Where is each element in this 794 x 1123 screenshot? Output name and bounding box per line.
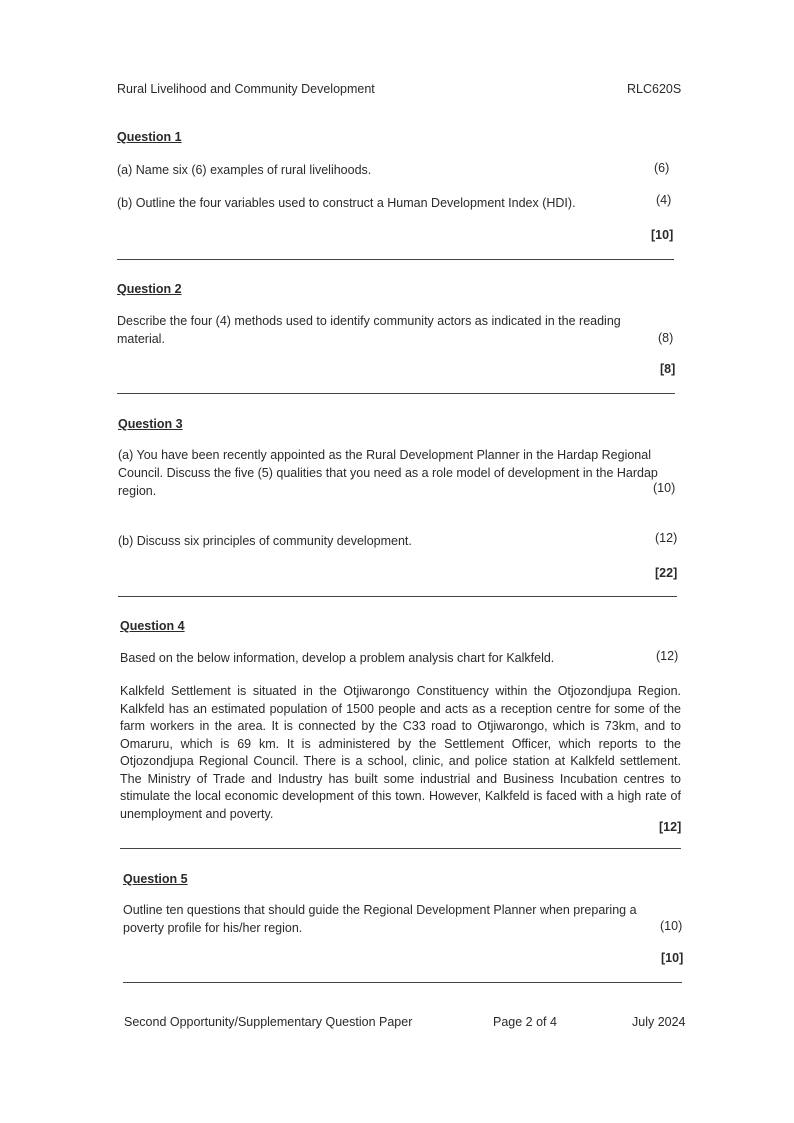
question-2-text-line-1: Describe the four (4) methods used to identify community actors as indicated in the reading (117, 314, 621, 328)
question-4-title: Question 4 (120, 619, 185, 633)
question-4-intro: Based on the below information, develop a problem analysis chart for Kalkfeld. (120, 651, 555, 665)
question-5-text-line-2: poverty profile for his/her region. (123, 921, 303, 935)
divider (120, 848, 681, 849)
divider (117, 393, 675, 394)
question-1-title: Question 1 (117, 130, 182, 144)
question-3-title: Question 3 (118, 417, 183, 431)
question-4-case-paragraph: Kalkfeld Settlement is situated in the Otjiwarongo Constituency within the Otjozondjupa Region. Kalkfeld has an estimated population of 1500 people and acts as a reception centre for some of the farm workers in the area. It is connected by the C33 road to Otjiwarongo, which is 73km, and to Omaruru, which is 69 km. It is administered by the Settlement Officer, which reports to the Otjozondjupa Regional Council. There is a school, clinic, and police station at Kalkfeld settlement. The Ministry of Trade and Industry has built some industrial and Business Incubation centres to stimulate the local economic development of this town. However, Kalkfeld is faced with a high rate of unemployment and poverty. (120, 684, 681, 821)
question-2-total: [8] (660, 362, 676, 376)
footer-date: July 2024 (632, 1015, 686, 1029)
question-3a-text-line-3: region. (118, 484, 157, 498)
divider (123, 982, 682, 983)
question-3a-text-line-2: Council. Discuss the five (5) qualities that you need as a role model of development in the Hardap (118, 466, 658, 480)
divider (118, 596, 677, 597)
question-3-total: [22] (655, 566, 678, 580)
question-5-title: Question 5 (123, 872, 188, 886)
question-1-total: [10] (651, 228, 674, 242)
question-2-mark: (8) (658, 331, 674, 345)
question-3a-mark: (10) (653, 481, 676, 495)
footer-paper-type: Second Opportunity/Supplementary Question Paper (124, 1015, 413, 1029)
question-5-total: [10] (661, 951, 684, 965)
question-1b-mark: (4) (656, 193, 672, 207)
question-4-total: [12] (659, 820, 682, 834)
question-5-text-line-1: Outline ten questions that should guide the Regional Development Planner when preparing a (123, 903, 637, 917)
question-1a-text: (a) Name six (6) examples of rural livelihoods. (117, 163, 372, 177)
divider (117, 259, 674, 260)
question-3b-text: (b) Discuss six principles of community development. (118, 534, 412, 548)
question-1b-text: (b) Outline the four variables used to construct a Human Development Index (HDI). (117, 196, 576, 210)
footer-page-number: Page 2 of 4 (493, 1015, 557, 1029)
course-code: RLC620S (627, 82, 682, 96)
course-title: Rural Livelihood and Community Development (117, 82, 375, 96)
question-4-mark: (12) (656, 649, 679, 663)
question-2-title: Question 2 (117, 282, 182, 296)
question-2-text-line-2: material. (117, 332, 165, 346)
question-5-mark: (10) (660, 919, 683, 933)
question-3b-mark: (12) (655, 531, 678, 545)
question-1a-mark: (6) (654, 161, 670, 175)
question-3a-text-line-1: (a) You have been recently appointed as the Rural Development Planner in the Hardap Regional (118, 448, 651, 462)
